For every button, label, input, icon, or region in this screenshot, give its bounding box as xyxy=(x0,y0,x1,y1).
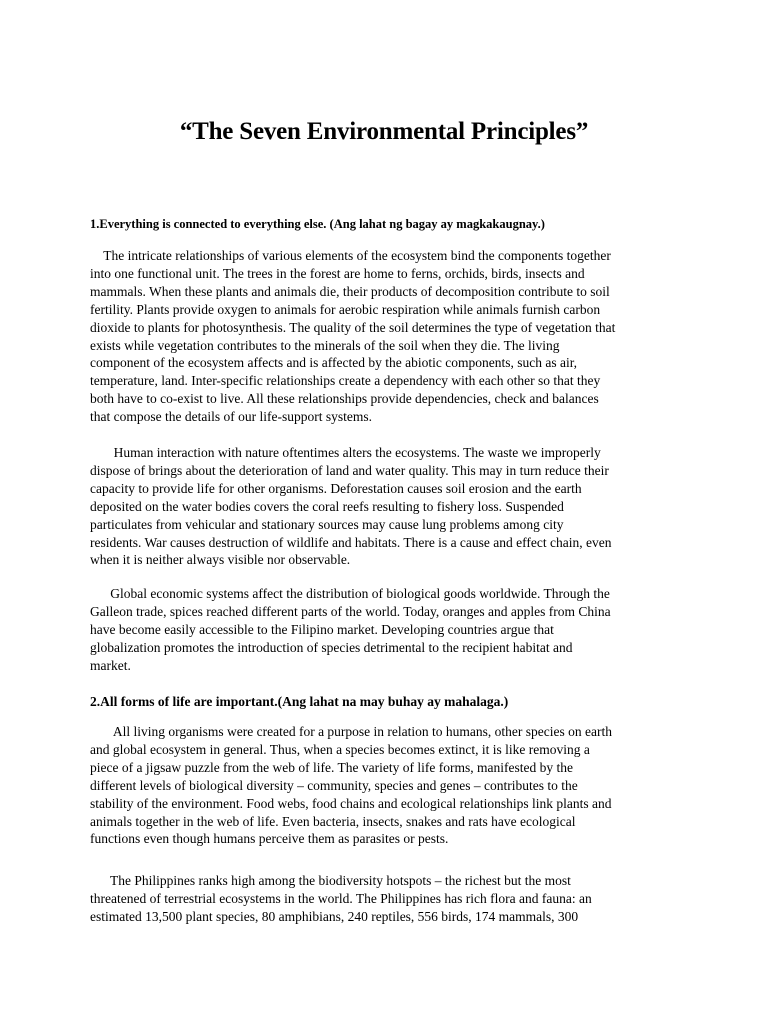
paragraph-line: into one functional unit. The trees in the forest are home to ferns, orchids, birds, insects and xyxy=(90,265,585,281)
paragraph-1 xyxy=(90,247,690,426)
paragraph-line: All living organisms were created for a purpose in relation to humans, other species on earth xyxy=(90,724,612,739)
paragraph-line: residents. War causes destruction of wildlife and habitats. There is a cause and effect chain, even xyxy=(90,534,612,550)
section-heading-1: 1.Everything is connected to everything else. (Ang lahat ng bagay ay magkakaugnay.) xyxy=(90,217,545,231)
document-title: “The Seven Environmental Principles” xyxy=(179,118,589,145)
paragraph-line: dioxide to plants for photosynthesis. The quality of the soil determines the type of vegetation that xyxy=(90,319,616,335)
paragraph-line: fertility. Plants provide oxygen to animals for aerobic respiration while animals furnish carbon xyxy=(90,301,601,317)
paragraph-2 xyxy=(90,444,690,569)
paragraph-line: component of the ecosystem affects and is affected by the abiotic components, such as air, xyxy=(90,355,578,371)
paragraph-5 xyxy=(90,872,690,926)
paragraph-line: animals together in the web of life. Even bacteria, insects, snakes and rats have ecological xyxy=(90,813,576,829)
paragraph-line: capacity to provide life for other organisms. Deforestation causes soil erosion and the earth xyxy=(90,480,582,496)
paragraph-line: particulates from vehicular and stationary sources may cause lung problems among city xyxy=(90,516,564,532)
paragraph-line: market. xyxy=(90,657,131,673)
paragraph-4 xyxy=(90,723,690,848)
paragraph-line: globalization promotes the introduction of species detrimental to the recipient habitat and xyxy=(90,639,573,655)
paragraph-line: Galleon trade, spices reached different parts of the world. Today, oranges and apples from China xyxy=(90,603,611,619)
paragraph-line: piece of a jigsaw puzzle from the web of life. The variety of life forms, manifested by the xyxy=(90,759,573,775)
paragraph-line: functions even though humans perceive them as parasites or pests. xyxy=(90,831,449,847)
paragraph-line: temperature, land. Inter-specific relationships create a dependency with each other so that they xyxy=(90,373,601,389)
paragraph-line: Human interaction with nature oftentimes alters the ecosystems. The waste we improperly xyxy=(90,445,601,460)
paragraph-line: threatened of terrestrial ecosystems in the world. The Philippines has rich flora and fauna: an xyxy=(90,890,592,906)
paragraph-line: The Philippines ranks high among the biodiversity hotspots – the richest but the most xyxy=(90,873,571,888)
paragraph-line: deposited on the water bodies covers the coral reefs resulting to fishery loss. Suspended xyxy=(90,498,564,514)
paragraph-line: Global economic systems affect the distribution of biological goods worldwide. Through the xyxy=(90,586,610,601)
paragraph-line: mammals. When these plants and animals die, their products of decomposition contribute to soil xyxy=(90,283,610,299)
paragraph-3 xyxy=(90,585,690,675)
paragraph-line: when it is neither always visible nor observable. xyxy=(90,552,351,568)
paragraph-line: exists while vegetation contributes to the minerals of the soil when they die. The living xyxy=(90,337,560,353)
paragraph-line: and global ecosystem in general. Thus, when a species becomes extinct, it is like removing a xyxy=(90,741,590,757)
paragraph-line: have become easily accessible to the Filipino market. Developing countries argue that xyxy=(90,621,554,637)
paragraph-line: dispose of brings about the deterioration of land and water quality. This may in turn reduce their xyxy=(90,462,609,478)
paragraph-line: stability of the environment. Food webs, food chains and ecological relationships link plants and xyxy=(90,795,612,811)
section-heading-2: 2.All forms of life are important.(Ang lahat na may buhay ay mahalaga.) xyxy=(90,694,509,709)
paragraph-line: both have to co-exist to live. All these relationships provide dependencies, check and balances xyxy=(90,391,599,407)
paragraph-line: different levels of biological diversity – community, species and genes – contributes to the xyxy=(90,777,578,793)
paragraph-line: estimated 13,500 plant species, 80 amphibians, 240 reptiles, 556 birds, 174 mammals, 300 xyxy=(90,908,579,924)
paragraph-line: The intricate relationships of various elements of the ecosystem bind the components together xyxy=(90,248,611,263)
paragraph-line: that compose the details of our life-support systems. xyxy=(90,409,372,425)
